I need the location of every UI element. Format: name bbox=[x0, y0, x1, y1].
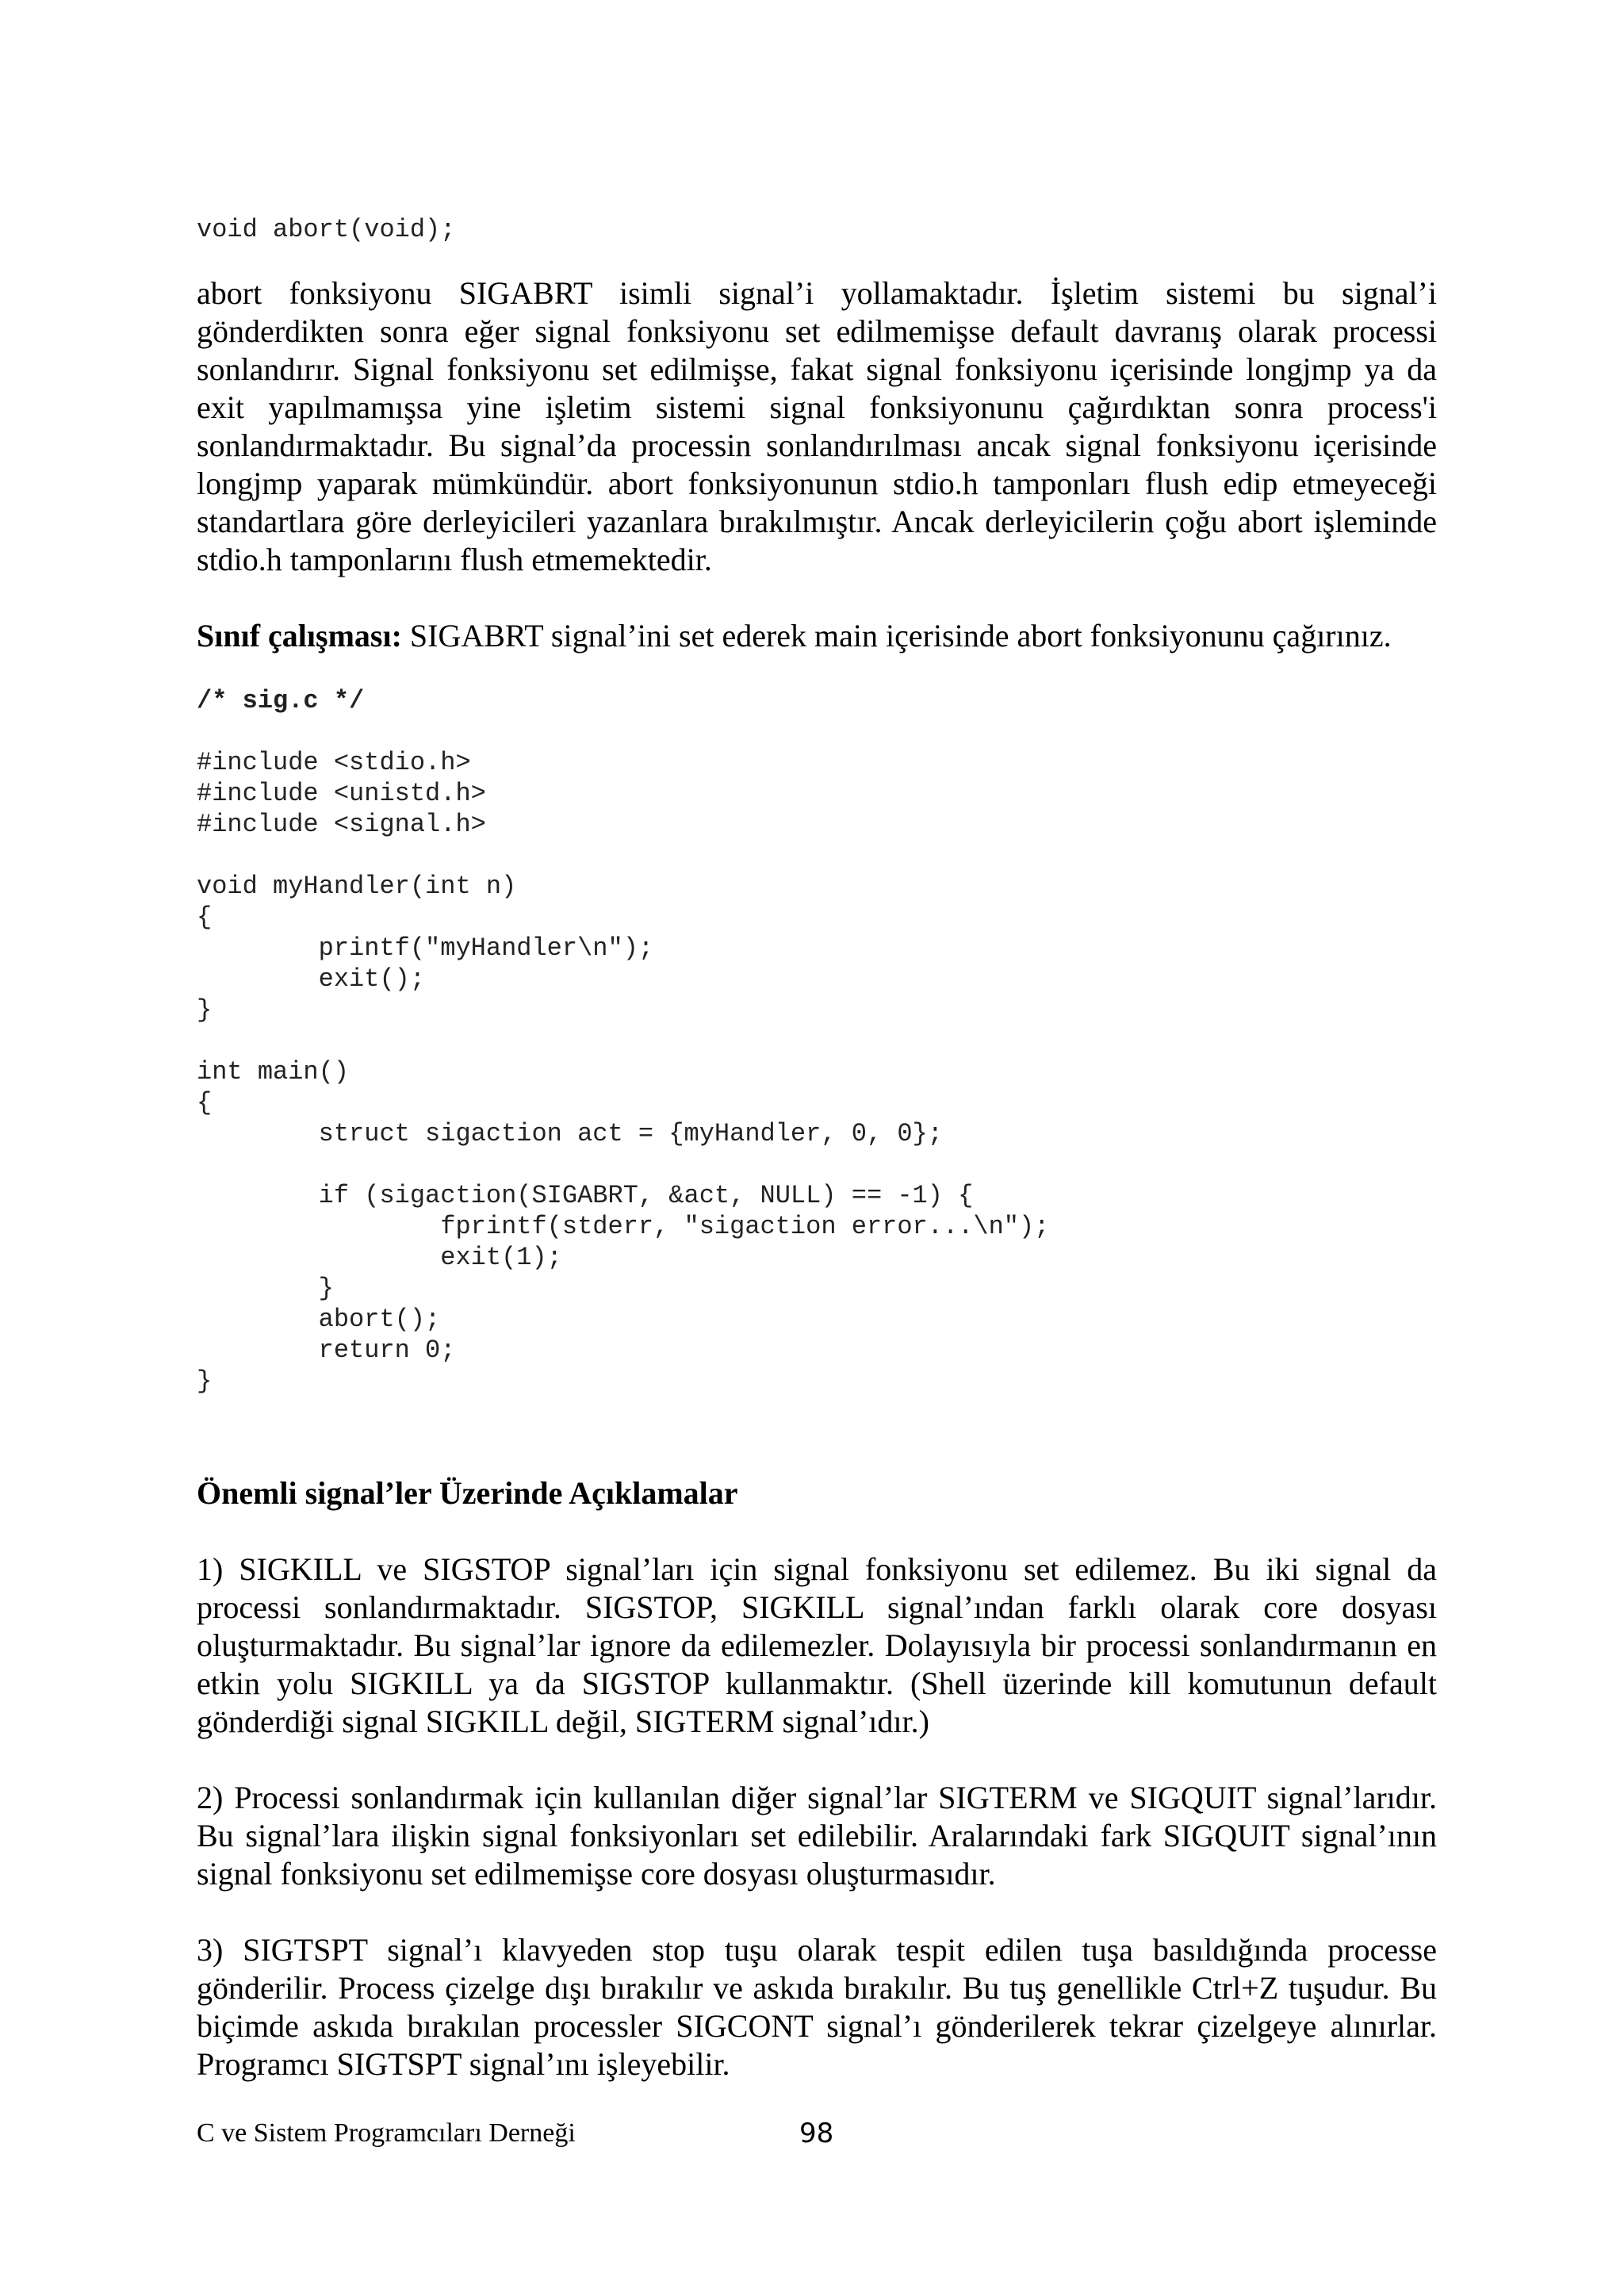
footer-organization: C ve Sistem Programcıları Derneği bbox=[197, 2118, 576, 2148]
class-exercise-paragraph bbox=[197, 617, 1437, 655]
list-item: 2) Processi sonlandırmak için kullanılan diğer signal’lar SIGTERM ve SIGQUIT signal’larıdır. Bu signal’lara ilişkin signal fonksiyonları set edilebilir. Aralarındaki fark SIGQUIT signal’ının signal fonksiyonu set edilmemişse core dosyası oluşturmasıdır. bbox=[197, 1780, 1437, 1892]
code-includes: #include <stdio.h> #include <unistd.h> #include <signal.h> bbox=[197, 748, 486, 839]
page-content bbox=[197, 214, 1437, 2083]
page-number: 98 bbox=[799, 2118, 834, 2149]
section-heading: Önemli signal’ler Üzerinde Açıklamalar bbox=[197, 1475, 738, 1511]
abort-prototype: void abort(void); bbox=[197, 215, 456, 244]
code-filename-comment: /* sig.c */ bbox=[197, 686, 365, 715]
abort-description-paragraph: abort fonksiyonu SIGABRT isimli signal’i yollamaktadır. İşletim sistemi bu signal’i gönderdikten sonra eğer signal fonksiyonu set edilmemişse default davranış olarak processi sonlandırır. Signal fonksiyonu set edilmişse, fakat signal fonksiyonu içerisinde longjmp ya da exit yapılmamışsa yine işletim sistemi signal fonksiyonunu çağırdıktan sonra process'i sonlandırmaktadır. Bu signal’da processin sonlandırılması ancak signal fonksiyonu içerisinde longjmp yaparak mümkündür. abort fonksiyonunun stdio.h tamponları flush edip etmeyeceği standartlara göre derleyicileri yazanlara bırakılmıştır. Ancak derleyicilerin çoğu abort işleminde stdio.h tamponlarını flush etmemektedir. bbox=[197, 275, 1437, 577]
list-item: 1) SIGKILL ve SIGSTOP signal’ları için signal fonksiyonu set edilemez. Bu iki signal da processi sonlandırmaktadır. SIGSTOP, SIGKILL signal’ından farklı olarak core dosyası oluşturmaktadır. Bu signal’lar ignore da edilemezler. Dolayısıyla bir processi sonlandırmanın en etkin yolu SIGKILL ya da SIGSTOP kullanmaktır. (Shell üzerinde kill komutunun default gönderdiği signal SIGKILL değil, SIGTERM signal’ıdır.) bbox=[197, 1551, 1437, 1739]
exercise-text: SIGABRT signal’ini set ederek main içerisinde abort fonksiyonunu çağırınız. bbox=[401, 618, 1392, 654]
code-handler-function: void myHandler(int n) { printf("myHandler\n"); exit(); } bbox=[197, 872, 654, 1025]
exercise-label: Sınıf çalışması: bbox=[197, 618, 402, 654]
code-main-function: int main() { struct sigaction act = {myHandler, 0, 0}; if (sigaction(SIGABRT, &act, NULL) == -1) { fprintf(stderr, "sigaction error...\n"); exit(1); } abort(); return 0; } bbox=[197, 1057, 1050, 1396]
list-item: 3) SIGTSPT signal’ı klavyeden stop tuşu olarak tespit edilen tuşa basıldığında processe gönderilir. Process çizelge dışı bırakılır ve askıda bırakılır. Bu tuş genellikle Ctrl+Z tuşudur. Bu biçimde askıda bırakılan processler SIGCONT signal’ı gönderilerek tekrar çizelgeye alınırlar. Programcı SIGTSPT signal’ını işleyebilir. bbox=[197, 1932, 1437, 2082]
